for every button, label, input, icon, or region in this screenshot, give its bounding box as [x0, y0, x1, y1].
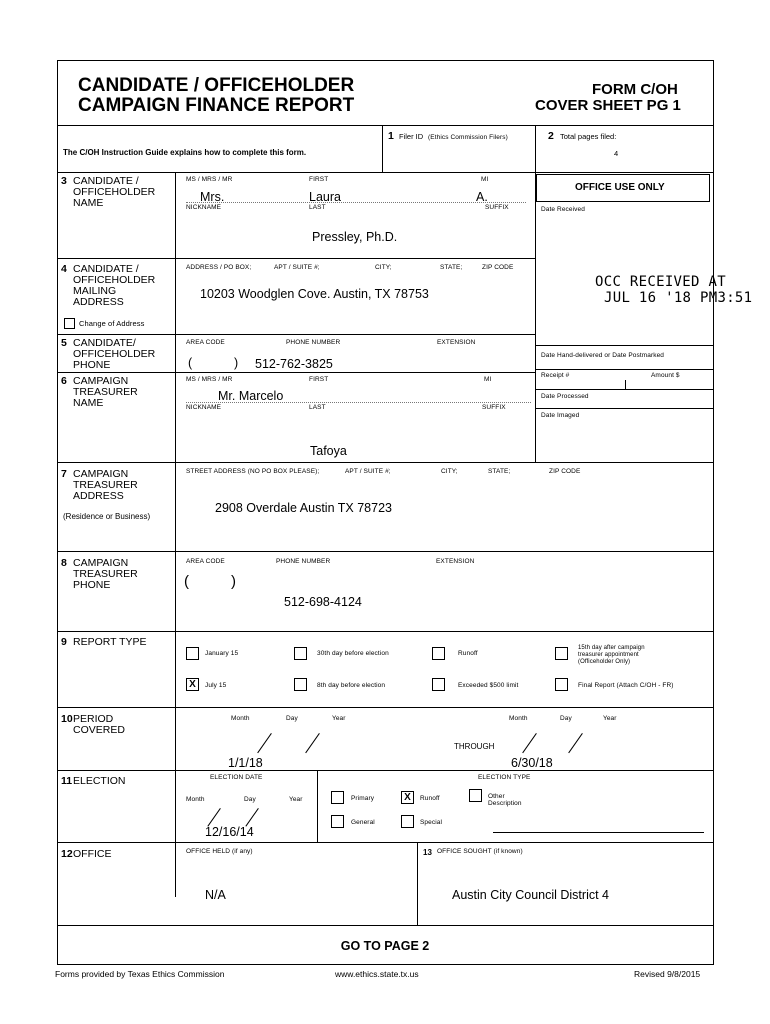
period-from-year-label: Year	[332, 715, 346, 722]
candidate-first-name-value[interactable]: Laura	[309, 190, 341, 204]
office-sought-value[interactable]: Austin City Council District 4	[452, 888, 609, 902]
report-final-checkbox[interactable]	[555, 678, 568, 691]
divider	[417, 842, 418, 925]
report-runoff-label: Runoff	[458, 650, 478, 657]
treasurer-name-value[interactable]: Mr. Marcelo	[218, 389, 284, 403]
election-type-label: ELECTION TYPE	[478, 774, 531, 781]
date-processed-label: Date Processed	[541, 393, 589, 400]
report-30day-label: 30th day before election	[317, 650, 389, 657]
received-stamp-line1: OCC RECEIVED AT	[595, 274, 726, 290]
election-runoff-checkbox[interactable]	[401, 791, 414, 804]
office-use-title: OFFICE USE ONLY	[575, 182, 665, 193]
amount-label: Amount $	[651, 372, 680, 379]
candidate-mi-value[interactable]: A.	[476, 190, 488, 204]
office-sought-label: OFFICE SOUGHT (if known)	[437, 848, 523, 855]
report-january15-label: January 15	[205, 650, 239, 657]
period-to-value[interactable]: 6/30/18	[511, 756, 553, 770]
area-code-label: AREA CODE	[186, 339, 225, 346]
report-runoff-checkbox[interactable]	[432, 647, 445, 660]
election-month-label: Month	[186, 796, 205, 803]
treasurer-state-label: STATE;	[488, 468, 511, 475]
report-final-label: Final Report (Attach C/OH - FR)	[578, 682, 674, 689]
divider	[57, 258, 535, 259]
treasurer-phone-value[interactable]: 512-698-4124	[284, 595, 362, 609]
treasurer-apt-label: APT / SUITE #;	[345, 468, 391, 475]
section10-number: 10	[61, 713, 73, 725]
divider	[57, 770, 714, 771]
divider	[382, 125, 383, 172]
nickname-label: NICKNAME	[186, 204, 222, 211]
treasurer-nickname-label: NICKNAME	[186, 404, 222, 411]
ethics-website[interactable]: www.ethics.state.tx.us	[335, 969, 419, 979]
period-to-day-label: Day	[560, 715, 572, 722]
period-from-value[interactable]: 1/1/18	[228, 756, 263, 770]
section13-number: 13	[423, 848, 432, 857]
instructions-text: The C/OH Instruction Guide explains how to complete this form.	[63, 148, 307, 157]
section6-label: CAMPAIGN TREASURER NAME	[73, 375, 138, 409]
through-label: THROUGH	[454, 742, 495, 751]
change-of-address-checkbox[interactable]	[64, 318, 75, 329]
treasurer-last-name-value[interactable]: Tafoya	[310, 444, 347, 458]
divider	[317, 770, 318, 842]
treasurer-area-paren-open: (	[184, 573, 189, 590]
report-8day-checkbox[interactable]	[294, 678, 307, 691]
treasurer-address-value[interactable]: 2908 Overdale Austin TX 78723	[215, 501, 392, 515]
report-15day-treasurer-label: 15th day after campaign treasurer appointment (Officeholder Only)	[578, 645, 645, 665]
divider	[57, 372, 535, 373]
divider	[57, 707, 714, 708]
section3-label: CANDIDATE / OFFICEHOLDER NAME	[73, 175, 156, 209]
report-exceeded-limit-label: Exceeded $500 limit	[458, 682, 519, 689]
election-year-label: Year	[289, 796, 303, 803]
section11-number: 11	[61, 775, 73, 787]
divider	[625, 380, 626, 389]
office-held-value[interactable]: N/A	[205, 888, 226, 902]
date-received-label: Date Received	[541, 206, 585, 213]
filer-id-label: Filer ID	[399, 132, 424, 141]
section8-number: 8	[61, 557, 67, 569]
form-title-line2: CAMPAIGN FINANCE REPORT	[78, 95, 355, 116]
report-8day-label: 8th day before election	[317, 682, 386, 689]
label-column-divider	[175, 172, 176, 897]
address-label: ADDRESS / PO BOX;	[186, 264, 252, 271]
form-title-line1: CANDIDATE / OFFICEHOLDER	[78, 75, 355, 96]
report-july15-checkbox[interactable]	[186, 678, 199, 691]
checkmark-x: X	[189, 679, 196, 690]
first-name-label: FIRST	[309, 176, 329, 183]
treasurer-extension-label: EXTENSION	[436, 558, 475, 565]
election-general-checkbox[interactable]	[331, 815, 344, 828]
report-15day-treasurer-checkbox[interactable]	[555, 647, 568, 660]
revised-date: Revised 9/8/2015	[634, 969, 701, 979]
divider	[57, 631, 714, 632]
section4-number: 4	[61, 263, 67, 275]
election-general-label: General	[351, 819, 375, 826]
treasurer-area-code-label: AREA CODE	[186, 558, 225, 565]
section7-sublabel: (Residence or Business)	[63, 512, 151, 521]
area-code-paren-open: (	[188, 356, 193, 370]
last-name-label: LAST	[309, 204, 326, 211]
election-date-value[interactable]: 12/16/14	[205, 825, 254, 839]
hand-delivered-label: Date Hand-delivered or Date Postmarked	[541, 352, 665, 359]
period-from-day-label: Day	[286, 715, 298, 722]
date-imaged-label: Date Imaged	[541, 412, 580, 419]
change-of-address-label: Change of Address	[79, 319, 145, 328]
mi-label: MI	[481, 176, 489, 183]
election-other-label: Other Description	[488, 793, 522, 807]
go-to-page-2: GO TO PAGE 2	[340, 939, 430, 953]
divider	[57, 925, 714, 926]
treasurer-city-label: CITY;	[441, 468, 458, 475]
checkmark-x: X	[404, 792, 411, 803]
section7-label: CAMPAIGN TREASURER ADDRESS	[73, 468, 138, 502]
section8-label: CAMPAIGN TREASURER PHONE	[73, 557, 138, 591]
treasurer-last-label: LAST	[309, 404, 326, 411]
section9-number: 9	[61, 636, 67, 648]
total-pages-value[interactable]: 4	[614, 149, 619, 158]
treasurer-title-label: MS / MRS / MR	[186, 376, 233, 383]
forms-provided-by: Forms provided by Texas Ethics Commission	[55, 969, 225, 979]
state-label: STATE;	[440, 264, 463, 271]
election-special-checkbox[interactable]	[401, 815, 414, 828]
section12-label: OFFICE	[73, 848, 112, 860]
section9-label: REPORT TYPE	[73, 636, 147, 648]
city-label: CITY;	[375, 264, 392, 271]
divider	[535, 125, 536, 172]
candidate-title-value[interactable]: Mrs.	[200, 190, 225, 204]
extension-label: EXTENSION	[437, 339, 476, 346]
suffix-label: SUFFIX	[485, 204, 509, 211]
report-january15-checkbox[interactable]	[186, 647, 199, 660]
election-primary-checkbox[interactable]	[331, 791, 344, 804]
total-pages-label: Total pages filed:	[560, 132, 617, 141]
divider	[57, 334, 535, 335]
divider	[57, 125, 714, 126]
divider	[57, 551, 714, 552]
section3-number: 3	[61, 175, 67, 187]
phone-number-label: PHONE NUMBER	[286, 339, 341, 346]
election-primary-label: Primary	[351, 795, 375, 802]
other-description-line	[493, 832, 704, 833]
election-special-label: Special	[420, 819, 443, 826]
election-other-checkbox[interactable]	[469, 789, 482, 802]
treasurer-zip-label: ZIP CODE	[549, 468, 581, 475]
office-held-label: OFFICE HELD (if any)	[186, 848, 253, 855]
report-july15-label: July 15	[205, 682, 227, 689]
section12-number: 12	[61, 848, 73, 860]
filer-id-sublabel: (Ethics Commission Filers)	[428, 134, 508, 141]
election-day-label: Day	[244, 796, 256, 803]
dotted-line	[186, 202, 526, 203]
filer-id-number: 1	[388, 130, 394, 142]
report-exceeded-limit-checkbox[interactable]	[432, 678, 445, 691]
treasurer-mi-label: MI	[484, 376, 492, 383]
section7-number: 7	[61, 468, 67, 480]
divider	[535, 369, 714, 370]
divider	[57, 842, 714, 843]
total-pages-number: 2	[548, 130, 554, 142]
receipt-label: Receipt #	[541, 372, 570, 379]
received-stamp-line2: JUL 16 '18 PM3:51	[604, 290, 753, 306]
divider	[535, 389, 714, 390]
candidate-last-name-value[interactable]: Pressley, Ph.D.	[312, 230, 398, 244]
divider	[535, 408, 714, 409]
zip-label: ZIP CODE	[482, 264, 514, 271]
section6-number: 6	[61, 375, 67, 387]
election-date-label: ELECTION DATE	[210, 774, 263, 781]
dotted-line	[186, 402, 531, 403]
treasurer-area-paren-close: )	[231, 573, 236, 590]
form-page-label: COVER SHEET PG 1	[535, 97, 681, 114]
treasurer-phone-label: PHONE NUMBER	[276, 558, 331, 565]
section10-label: PERIOD COVERED	[73, 713, 125, 736]
form-id: FORM C/OH	[592, 81, 678, 98]
divider	[57, 462, 714, 463]
apt-label: APT / SUITE #;	[274, 264, 320, 271]
period-to-year-label: Year	[603, 715, 617, 722]
treasurer-suffix-label: SUFFIX	[482, 404, 506, 411]
section5-label: CANDIDATE/ OFFICEHOLDER PHONE	[73, 337, 156, 371]
election-runoff-label: Runoff	[420, 795, 440, 802]
name-title-label: MS / MRS / MR	[186, 176, 233, 183]
section11-label: ELECTION	[73, 775, 126, 787]
period-from-month-label: Month	[231, 715, 250, 722]
street-address-label: STREET ADDRESS (NO PO BOX PLEASE);	[186, 468, 320, 475]
section4-label: CANDIDATE / OFFICEHOLDER MAILING ADDRESS	[73, 263, 156, 308]
divider	[535, 345, 714, 346]
period-to-month-label: Month	[509, 715, 528, 722]
treasurer-first-label: FIRST	[309, 376, 329, 383]
candidate-phone-value[interactable]: 512-762-3825	[255, 357, 333, 371]
area-code-paren-close: )	[234, 356, 239, 370]
report-30day-checkbox[interactable]	[294, 647, 307, 660]
section5-number: 5	[61, 337, 67, 349]
candidate-address-value[interactable]: 10203 Woodglen Cove. Austin, TX 78753	[200, 287, 429, 301]
